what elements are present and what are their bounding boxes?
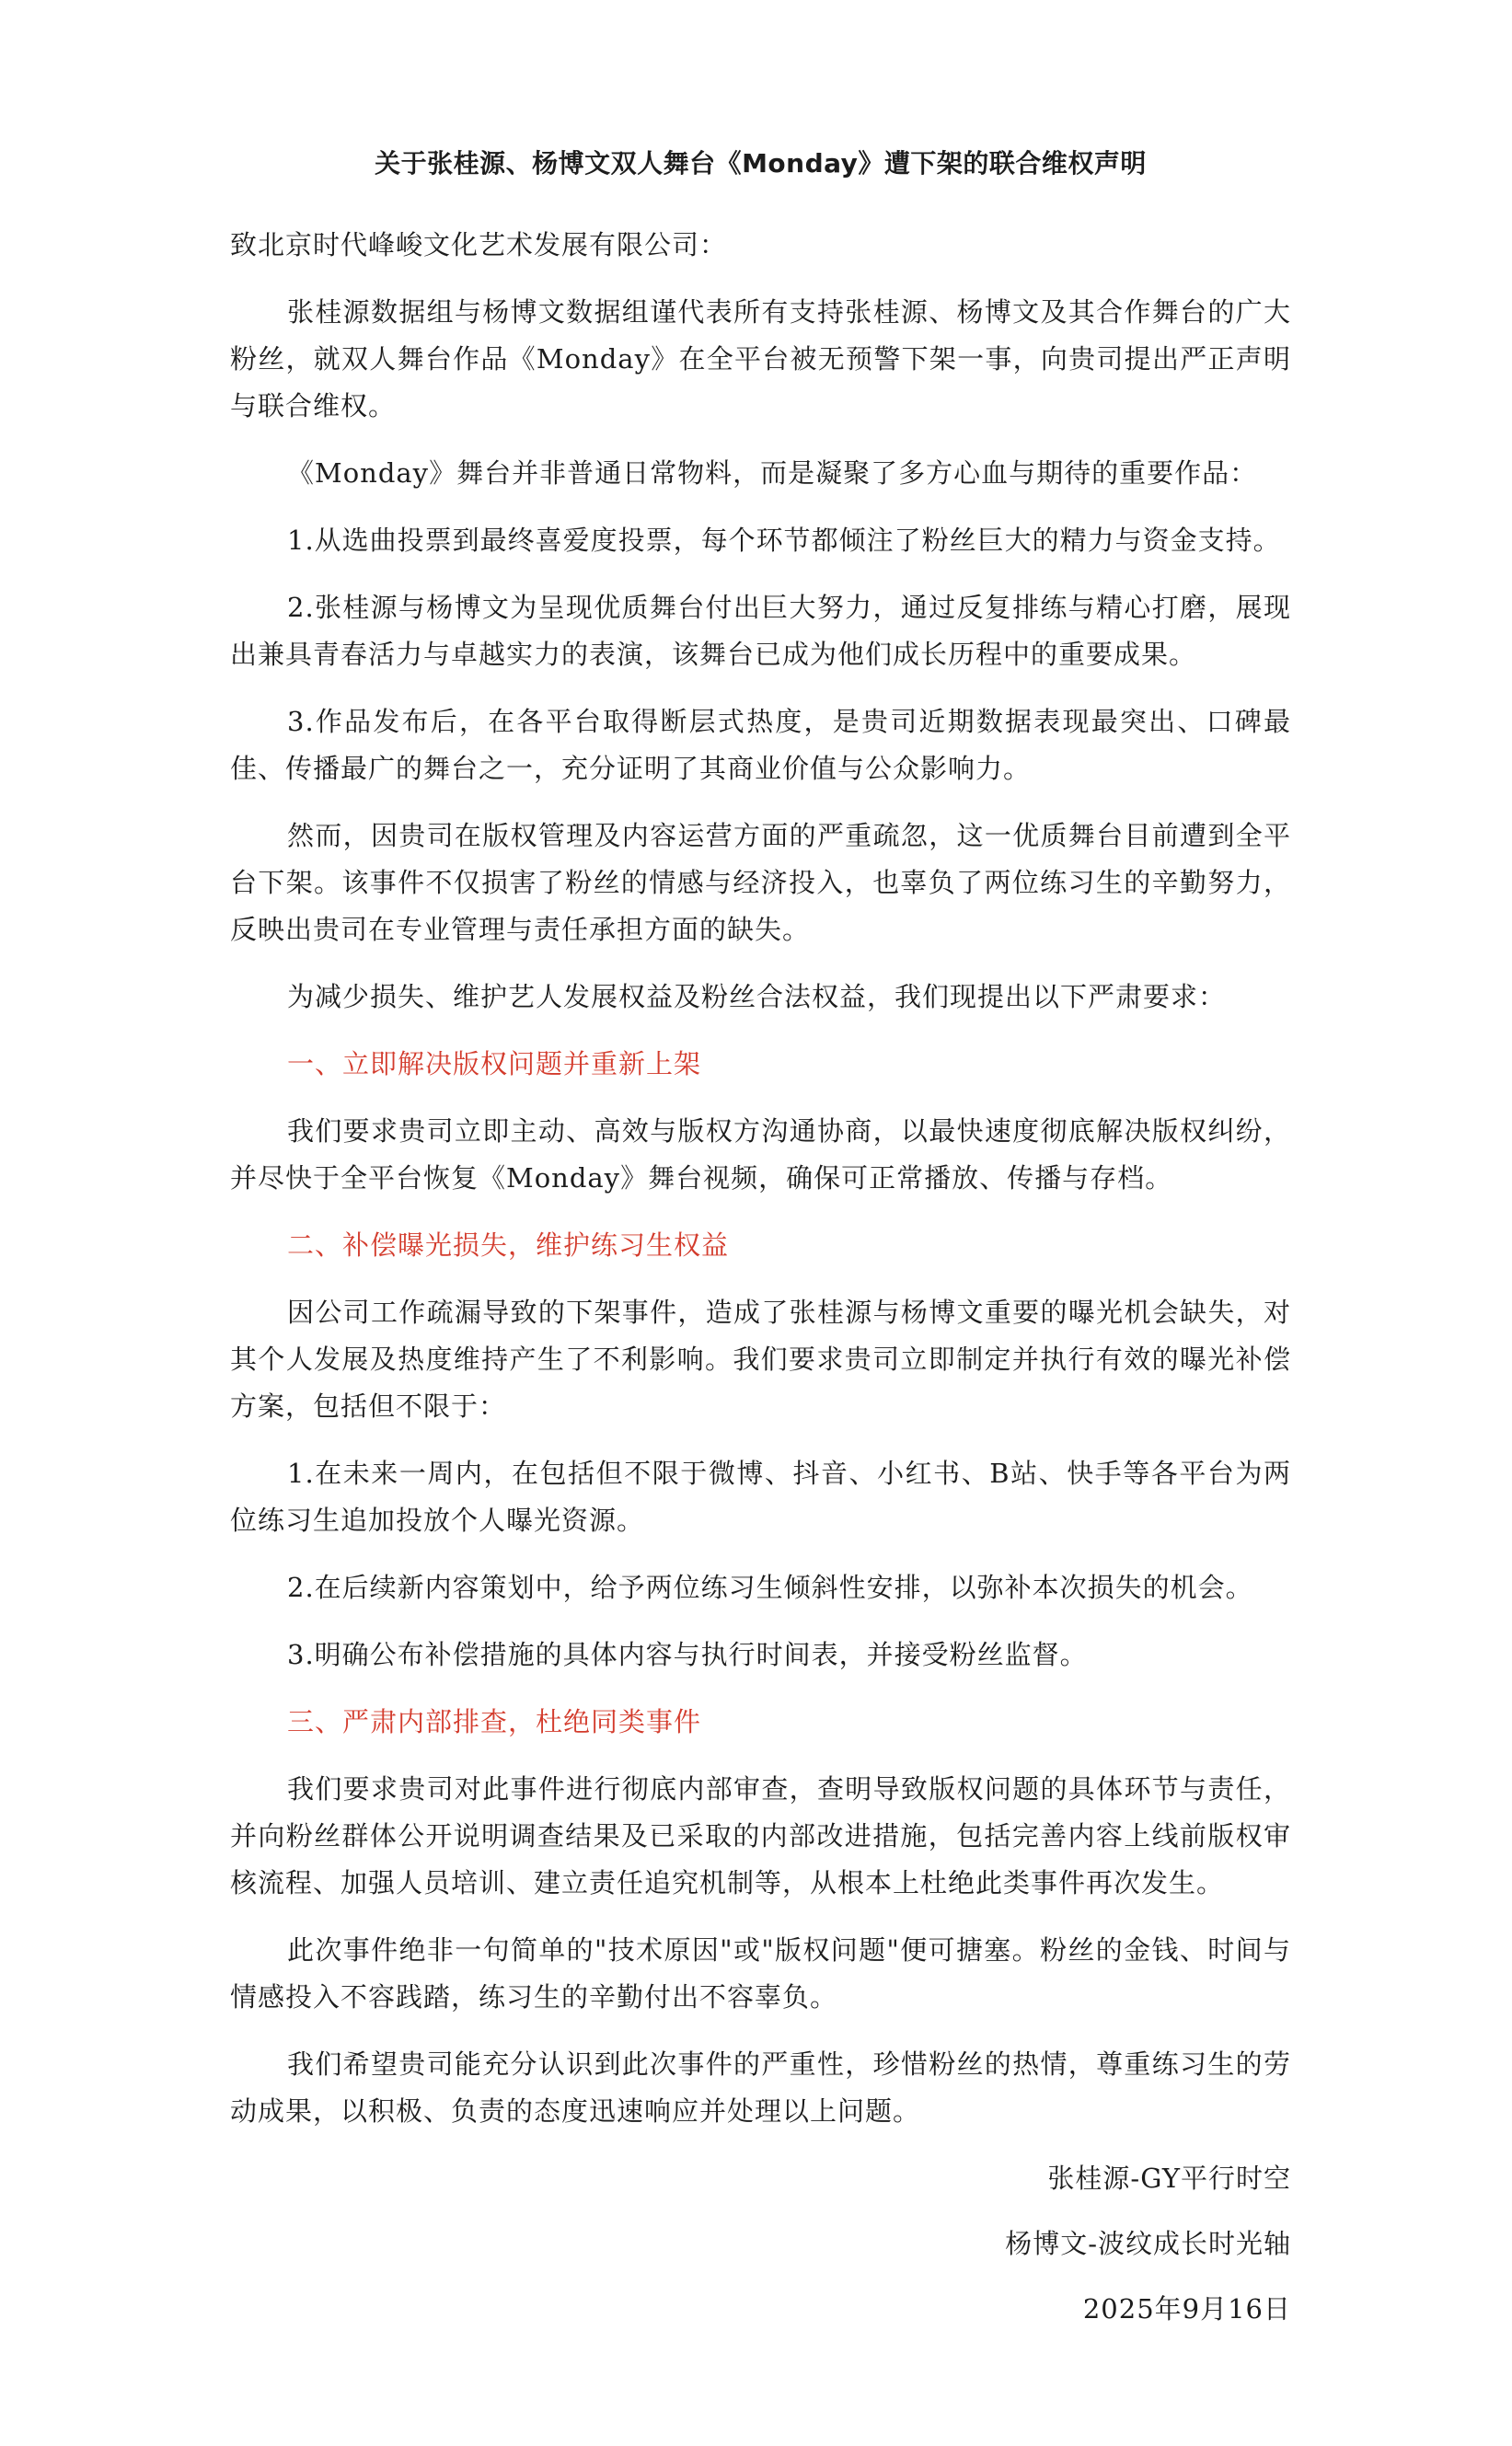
statement-document — [230, 143, 1291, 2351]
problem-paragraph: 然而，因贵司在版权管理及内容运营方面的严重疏忽，这一优质舞台目前遭到全平台下架。该事件不仅损害了粉丝的情感与经济投入，也辜负了两位练习生的辛勤努力，反映出贵司在专业管理与责任承担方面的缺失。 — [230, 820, 1291, 945]
demand-1-body: 我们要求贵司立即主动、高效与版权方沟通协商，以最快速度彻底解决版权纠纷，并尽快于全平台恢复《Monday》舞台视频，确保可正常播放、传播与存档。 — [230, 1115, 1291, 1194]
closing-paragraph-1: 此次事件绝非一句简单的"技术原因"或"版权问题"便可搪塞。粉丝的金钱、时间与情感投入不容践踏，练习生的辛勤付出不容辜负。 — [230, 1934, 1291, 2013]
demand-2-point-2: 2.在后续新内容策划中，给予两位练习生倾斜性安排，以弥补本次损失的机会。 — [287, 1572, 1253, 1603]
demand-3-heading: 三、严肃内部排查，杜绝同类事件 — [287, 1706, 702, 1737]
document-title: 关于张桂源、杨博文双人舞台《Monday》遭下架的联合维权声明 — [375, 148, 1147, 179]
signature-ripple: 杨博文-波纹成长时光轴 — [1005, 2228, 1291, 2259]
demand-2-point-3: 3.明确公布补偿措施的具体内容与执行时间表，并接受粉丝监督。 — [287, 1639, 1088, 1670]
importance-point-1: 1.从选曲投票到最终喜爱度投票，每个环节都倾注了粉丝巨大的精力与资金支持。 — [287, 525, 1281, 556]
closing-paragraph-2: 我们希望贵司能充分认识到此次事件的严重性，珍惜粉丝的热情，尊重练习生的劳动成果，以积极、负责的态度迅速响应并处理以上问题。 — [230, 2048, 1291, 2127]
importance-point-2: 2.张桂源与杨博文为呈现优质舞台付出巨大努力，通过反复排练与精心打磨，展现出兼具青春活力与卓越实力的表演，该舞台已成为他们成长历程中的重要成果。 — [230, 592, 1291, 670]
demand-2-point-1: 1.在未来一周内，在包括但不限于微博、抖音、小红书、B站、快手等各平台为两位练习生追加投放个人曝光资源。 — [230, 1458, 1291, 1536]
demand-2-body: 因公司工作疏漏导致的下架事件，造成了张桂源与杨博文重要的曝光机会缺失，对其个人发展及热度维持产生了不利影响。我们要求贵司立即制定并执行有效的曝光补偿方案，包括但不限于： — [230, 1297, 1291, 1422]
demands-lead: 为减少损失、维护艺人发展权益及粉丝合法权益，我们现提出以下严肃要求： — [287, 981, 1227, 1012]
signature-gy: 张桂源-GY平行时空 — [1047, 2163, 1291, 2194]
demand-3-body: 我们要求贵司对此事件进行彻底内部审查，查明导致版权问题的具体环节与责任，并向粉丝群体公开说明调查结果及已采取的内部改进措施，包括完善内容上线前版权审核流程、加强人员培训、建立责任追究机制等，从根本上杜绝此类事件再次发生。 — [230, 1773, 1291, 1898]
demand-2-heading: 二、补偿曝光损失，维护练习生权益 — [287, 1229, 730, 1261]
demand-1-heading: 一、立即解决版权问题并重新上架 — [287, 1048, 702, 1079]
importance-point-3: 3.作品发布后，在各平台取得断层式热度，是贵司近期数据表现最突出、口碑最佳、传播最广的舞台之一，充分证明了其商业价值与公众影响力。 — [230, 706, 1291, 784]
signature-date: 2025年9月16日 — [1082, 2293, 1291, 2325]
salutation: 致北京时代峰峻文化艺术发展有限公司： — [230, 229, 728, 260]
intro-paragraph: 张桂源数据组与杨博文数据组谨代表所有支持张桂源、杨博文及其合作舞台的广大粉丝，就双人舞台作品《Monday》在全平台被无预警下架一事，向贵司提出严正声明与联合维权。 — [230, 296, 1291, 421]
importance-lead: 《Monday》舞台并非普通日常物料，而是凝聚了多方心血与期待的重要作品： — [287, 457, 1258, 489]
